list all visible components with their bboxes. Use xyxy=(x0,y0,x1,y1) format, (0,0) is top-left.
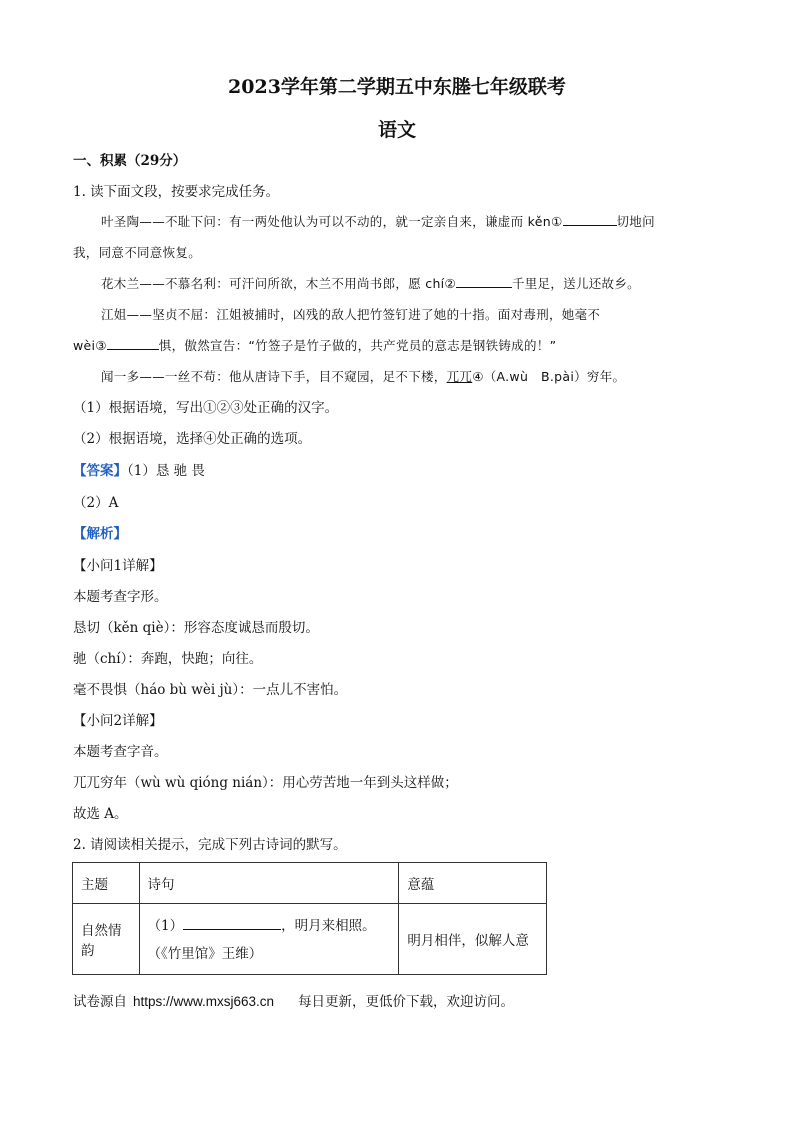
subquestion-2: （2）根据语境，选择④处正确的选项。 xyxy=(73,431,312,447)
passage-line xyxy=(101,213,655,231)
poem-blank[interactable] xyxy=(183,917,281,930)
passage-text: 切地问 xyxy=(616,214,655,229)
passage-line: 我，同意不同意恢复。 xyxy=(73,245,202,260)
section-heading: 一、积累（29分） xyxy=(73,153,187,169)
answer-line xyxy=(73,462,205,480)
detail-text: 故选 A。 xyxy=(73,806,128,822)
poem-number: （1） xyxy=(147,918,184,934)
exam-title: 2023学年第二学期五中东塍七年级联考 xyxy=(228,76,566,98)
table-header-cell: 意蕴 xyxy=(399,863,547,904)
answer-text: （1）恳 驰 畏 xyxy=(127,463,205,479)
table-cell-theme: 自然情韵 xyxy=(73,904,140,975)
subquestion-1: （1）根据语境，写出①②③处正确的汉字。 xyxy=(73,400,339,416)
poem-table xyxy=(72,862,547,975)
blank-3[interactable] xyxy=(107,337,159,350)
underlined-word: 兀兀 xyxy=(446,369,473,384)
passage-text: wèi③ xyxy=(73,338,107,353)
question-1-prompt: 1. 读下面文段，按要求完成任务。 xyxy=(73,184,280,200)
footer-notice xyxy=(73,990,514,1010)
analysis-tag: 【解析】 xyxy=(73,526,127,542)
table-header-row xyxy=(73,863,547,904)
table-cell-meaning: 明月相伴，似解人意 xyxy=(399,904,547,975)
passage-line xyxy=(101,275,640,293)
table-row xyxy=(73,904,547,975)
passage-line: 江姐——坚贞不屈：江姐被捕时，凶残的敌人把竹签钉进了她的十指。面对毒刑，她毫不 xyxy=(101,307,601,322)
poem-text: ，明月来相照。 xyxy=(281,918,376,934)
footer-text: 每日更新，更低价下载，欢迎访问。 xyxy=(298,994,515,1010)
detail-text: 恳切（kěn qiè）：形容态度诚恳而殷切。 xyxy=(73,620,319,636)
question-2-prompt: 2. 请阅读相关提示，完成下列古诗词的默写。 xyxy=(73,837,347,853)
detail-text: 本题考查字音。 xyxy=(73,744,168,760)
footer-url-link[interactable]: https://www.mxsj663.cn xyxy=(133,994,275,1009)
answer-line-2: （2）A xyxy=(73,495,119,511)
passage-text: 闻一多——一丝不苟：他从唐诗下手，目不窥园，足不下楼， xyxy=(101,369,447,384)
detail-text: 毫不畏惧（háo bù wèi jù）：一点儿不害怕。 xyxy=(73,682,348,698)
passage-text: 花木兰——不慕名利：可汗问所欲，木兰不用尚书郎，愿 chí② xyxy=(101,276,456,291)
table-cell-poem xyxy=(139,904,399,975)
footer-source: 试卷源自 xyxy=(73,994,127,1010)
passage-text: 叶圣陶——不耻下问：有一两处他认为可以不动的，就一定亲自来，谦虚而 kěn① xyxy=(101,214,563,229)
table-header-cell: 诗句 xyxy=(139,863,399,904)
detail-heading: 【小问2详解】 xyxy=(73,713,163,729)
passage-text: 惧，傲然宣告：“竹签子是竹子做的，共产党员的意志是钢铁铸成的！” xyxy=(158,338,557,353)
blank-2[interactable] xyxy=(456,275,512,288)
answer-tag: 【答案】 xyxy=(73,463,127,479)
passage-line xyxy=(73,337,556,355)
passage-text: 千里足，送儿还故乡。 xyxy=(511,276,640,291)
subject-title: 语文 xyxy=(377,119,416,141)
blank-1[interactable] xyxy=(563,213,617,226)
passage-line xyxy=(101,368,625,386)
poem-source: （《竹里馆》王维） xyxy=(147,946,263,962)
detail-text: 兀兀穷年（wù wù qióng nián）：用心劳苦地一年到头这样做； xyxy=(73,775,458,791)
poem-line xyxy=(148,911,391,941)
detail-heading: 【小问1详解】 xyxy=(73,558,163,574)
table-header-cell: 主题 xyxy=(73,863,140,904)
passage-text: ④（A.wù B.pài）穷年。 xyxy=(472,369,626,384)
detail-text: 本题考查字形。 xyxy=(73,589,168,605)
detail-text: 驰（chí）：奔跑，快跑；向往。 xyxy=(73,651,263,667)
